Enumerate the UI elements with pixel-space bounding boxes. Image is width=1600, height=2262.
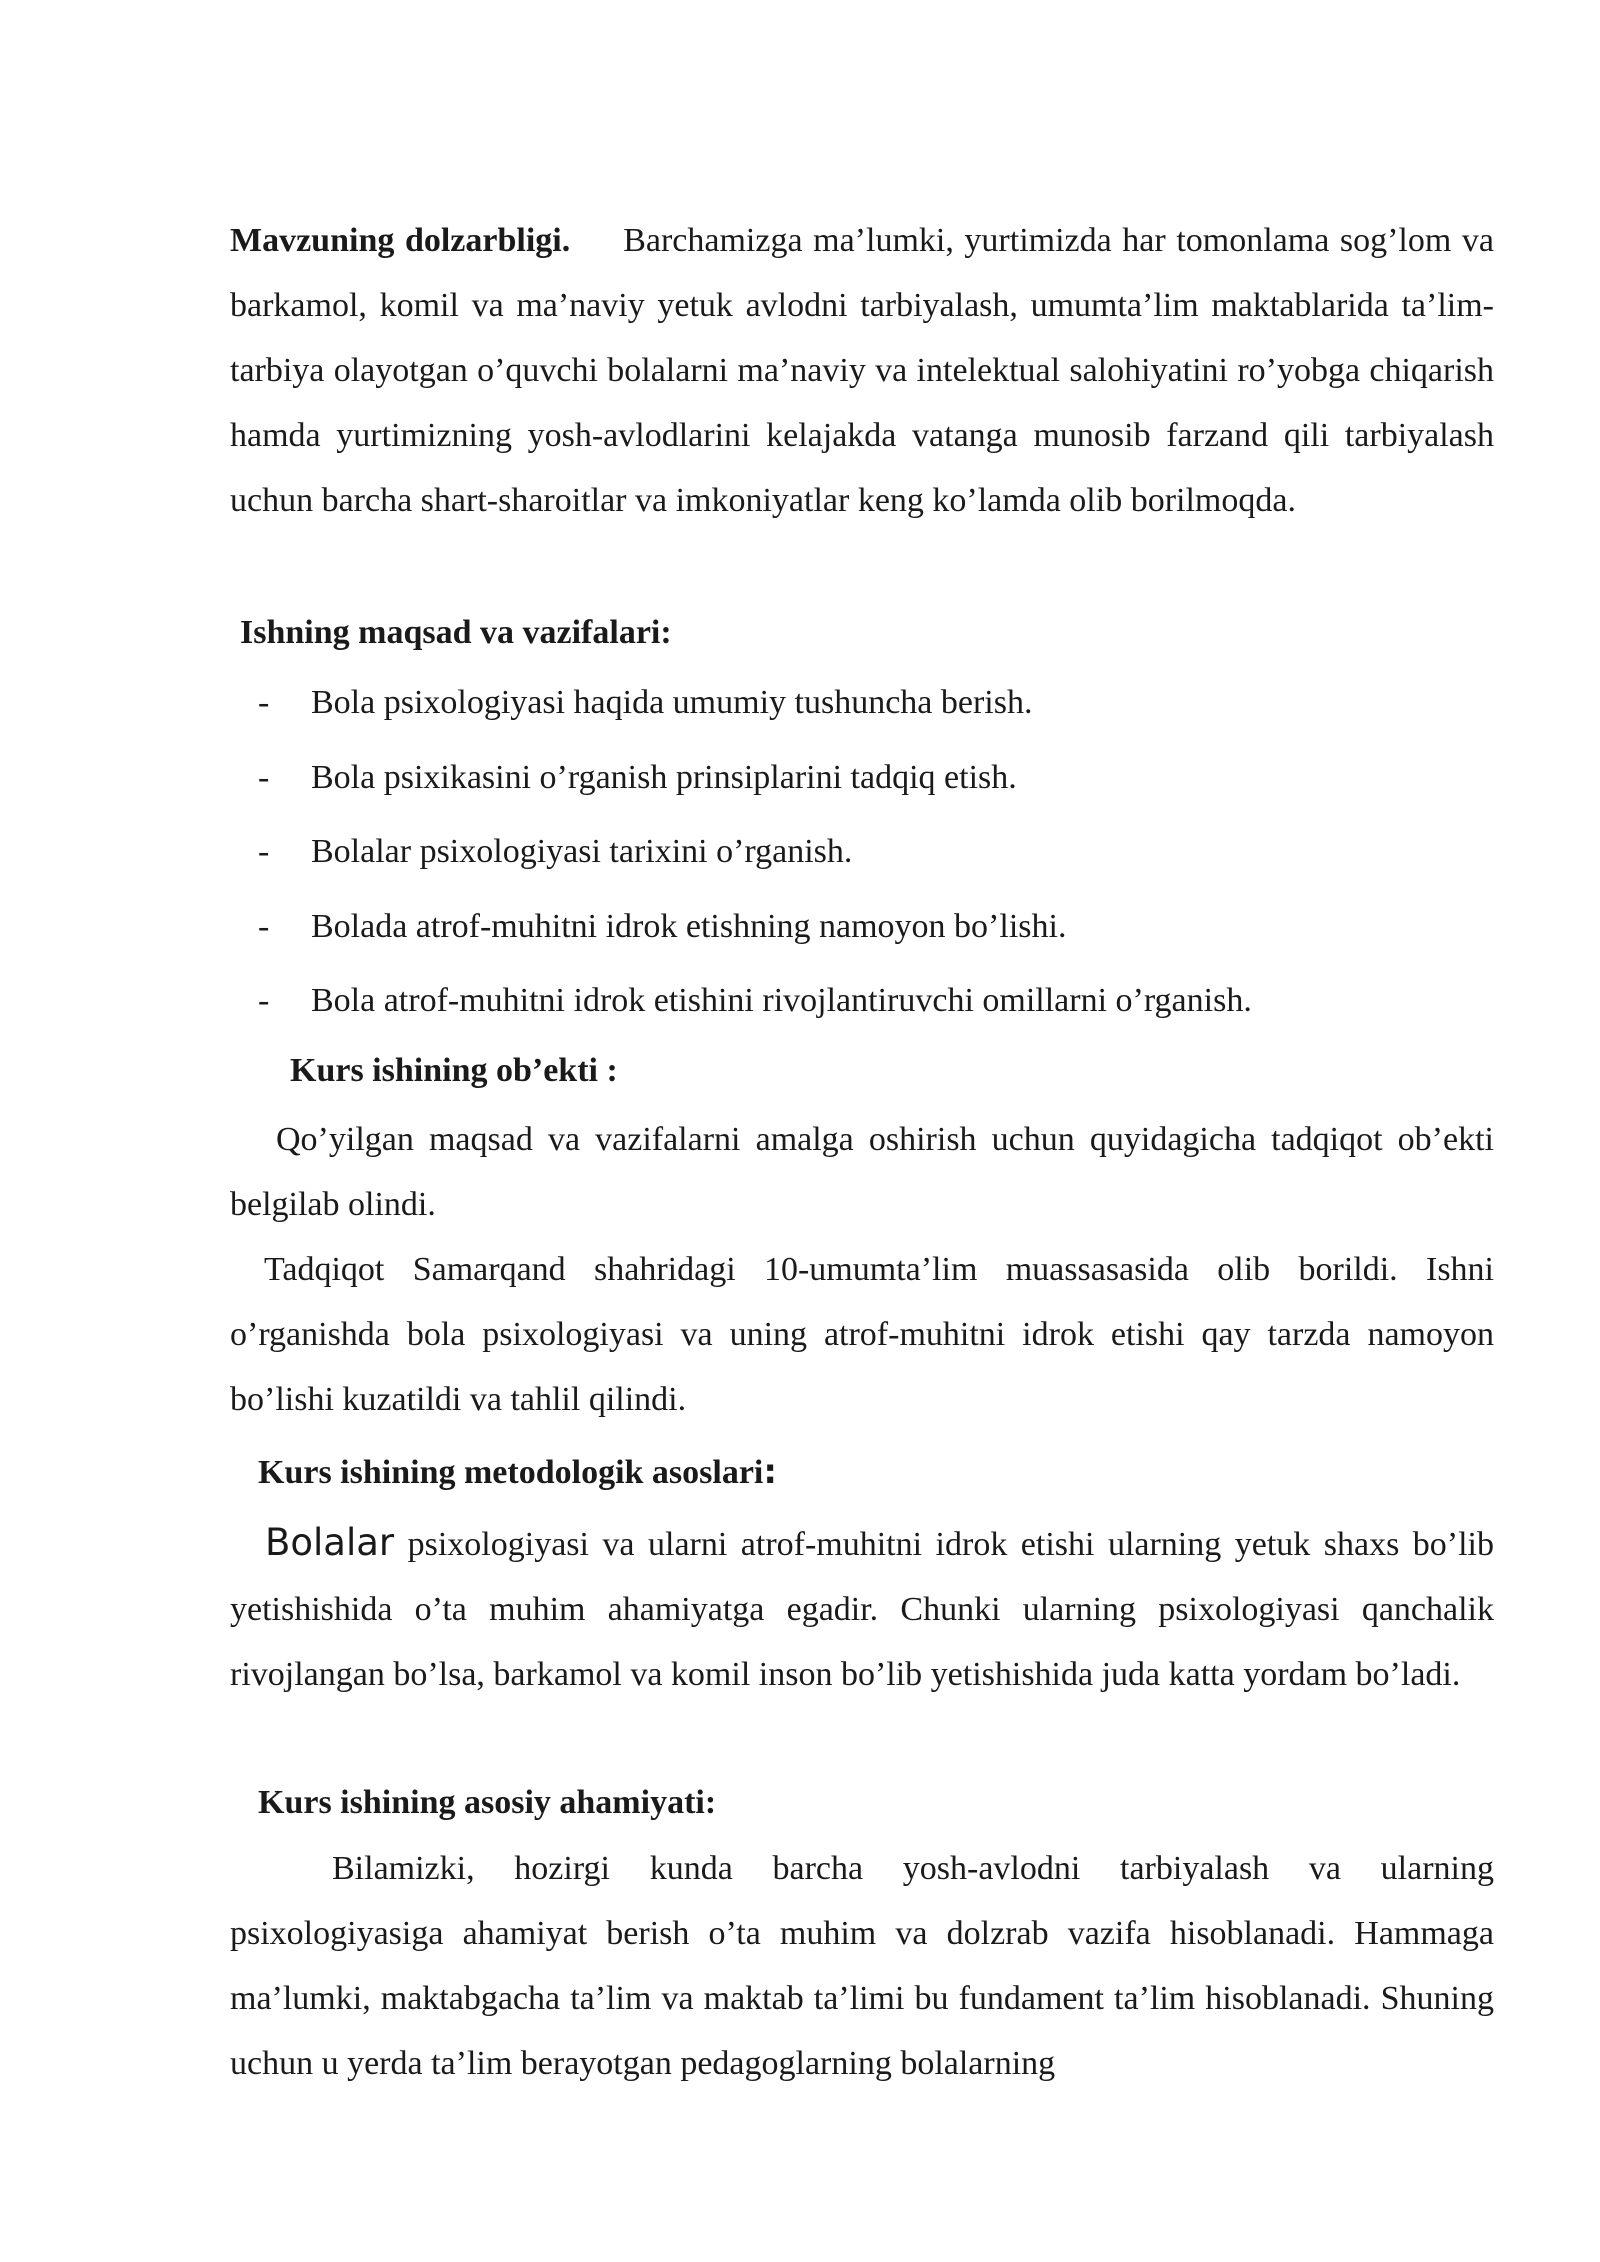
dash-marker: - <box>258 684 270 721</box>
object-paragraph-2 <box>230 1237 1494 1432</box>
methodology-paragraph <box>230 1510 1494 1707</box>
methodology-heading <box>258 1440 777 1505</box>
list-item-text: Bola psixologiyasi haqida umumiy tushuncha berish. <box>311 684 1033 721</box>
methodology-first-word: Bolalar <box>265 1521 395 1564</box>
object-heading: Kurs ishining ob’ekti : <box>290 1052 618 1089</box>
dash-marker: - <box>258 833 270 870</box>
methodology-heading-colon: : <box>763 1452 777 1492</box>
list-item-text: Bola psixikasini o’rganish prinsiplarini tadqiq etish. <box>311 758 1017 796</box>
methodology-text: psixologiyasi va ularni atrof-muhitni idrok etishi ularning yetuk shaxs bo’lib yetishishida o’ta muhim ahamiyatga egadir. Chunki ularning psixologiyasi qanchalik rivojlangan bo’lsa, barkamol va komil inson bo’lib yetishishida juda katta yordam bo’ladi. <box>230 1526 1494 1693</box>
list-item-text: Bola atrof-muhitni idrok etishini rivojlantiruvchi omillarni o’rganish. <box>311 982 1252 1019</box>
intro-text: Barchamizga ma’lumki, yurtimizda har tomonlama sog’lom va barkamol, komil va ma’naviy yetuk avlodni tarbiyalash, umumta’lim maktablarida ta’lim-tarbiya olayotgan o’quvchi bolalarni ma’naviy va intelektual salohiyatini ro’yobga chiqarish hamda yurtimizning yosh-avlodlarini kelajakda vatanga munosib farzand qili tarbiyalash uchun barcha shart-sharoitlar va imkoniyatlar keng ko’lamda olib borilmoqda. <box>230 222 1495 519</box>
object-paragraph-1 <box>230 1107 1494 1237</box>
importance-paragraph <box>230 1836 1494 2096</box>
dash-marker: - <box>258 907 270 945</box>
object-text-1: Qo’yilgan maqsad va vazifalarni amalga oshirish uchun quyidagicha tadqiqot ob’ekti belgilab olindi. <box>230 1121 1494 1223</box>
list-item-text: Bolada atrof-muhitni idrok etishning namoyon bo’lishi. <box>311 907 1067 945</box>
importance-text: Bilamizki, hozirgi kunda barcha yosh-avlodni tarbiyalash va ularning psixologiyasiga ahamiyat berish o’ta muhim va dolzrab vazifa hisoblanadi. Hammaga ma’lumki, maktabgacha ta’lim va maktab ta’limi bu fundament ta’lim hisoblanadi. Shuning uchun u yerda ta’lim berayotgan pedagoglarning bolalarning <box>230 1850 1494 2082</box>
object-text-2: Tadqiqot Samarqand shahridagi 10-umumta’lim muassasasida olib borildi. Ishni o’rganishda bola psixologiyasi va uning atrof-muhitni idrok etishi qay tarzda namoyon bo’lishi kuzatildi va tahlil qilindi. <box>230 1251 1494 1418</box>
intro-paragraph <box>230 208 1494 533</box>
list-item-text: Bolalar psixologiyasi tarixini o’rganish. <box>311 833 853 870</box>
dash-marker: - <box>258 982 270 1019</box>
importance-heading: Kurs ishining asosiy ahamiyati: <box>258 1784 717 1821</box>
dash-marker: - <box>258 758 270 796</box>
methodology-heading-text: Kurs ishining metodologik asoslari <box>258 1454 764 1491</box>
goals-heading: Ishning maqsad va vazifalari: <box>240 614 672 651</box>
intro-lead: Mavzuning dolzarbligi. <box>230 222 571 259</box>
